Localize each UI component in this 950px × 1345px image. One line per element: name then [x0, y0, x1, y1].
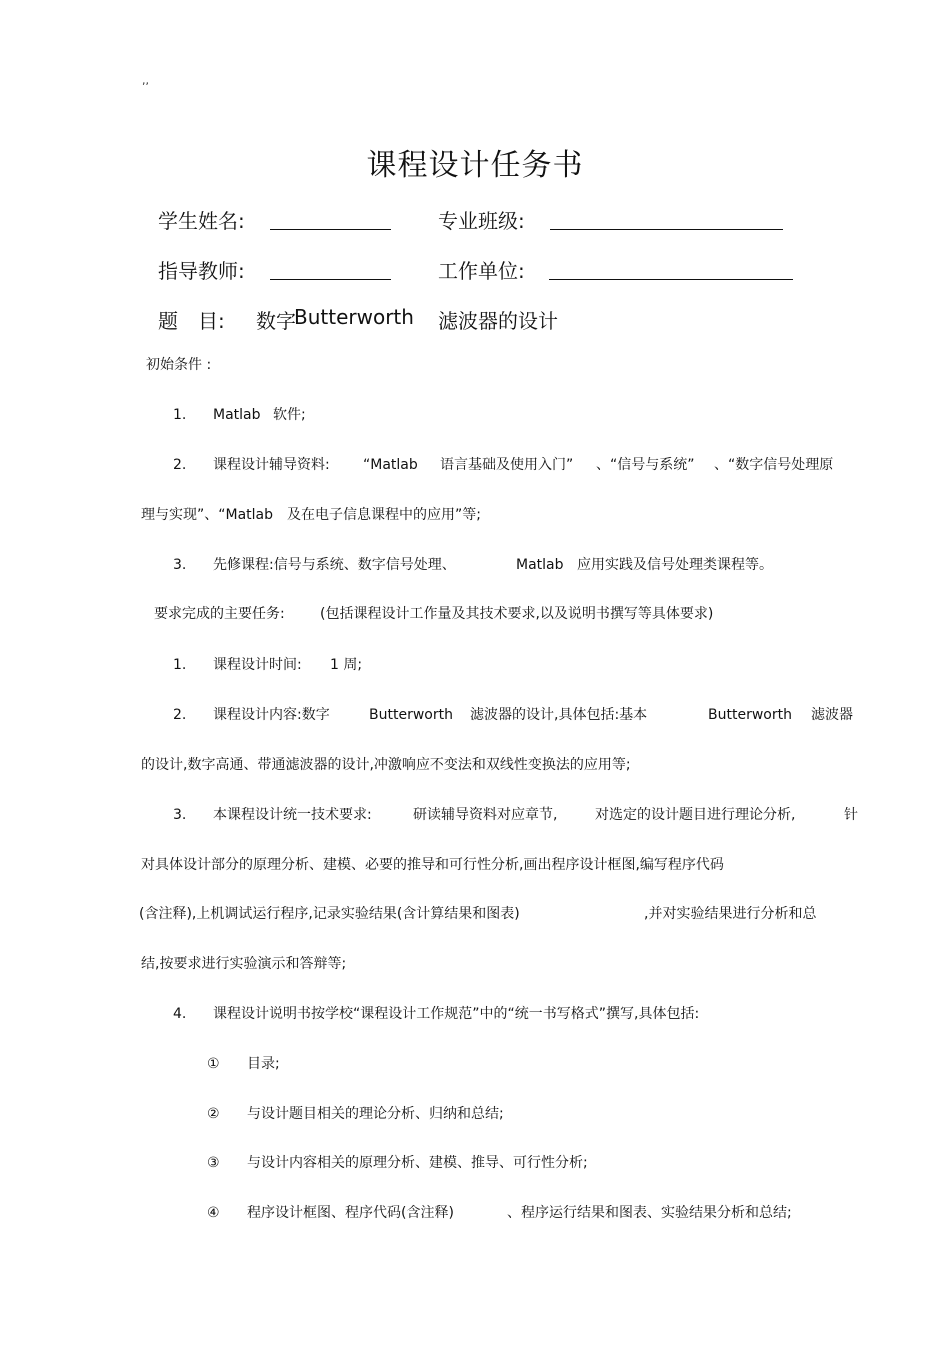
list-item-text: 对选定的设计题目进行理论分析, [595, 807, 796, 823]
sub-item-symbol: ③ [207, 1155, 220, 1171]
list-item-continuation: 对具体设计部分的原理分析、建模、必要的推导和可行性分析,画出程序设计框图,编写程序代码 [141, 857, 724, 873]
list-item-text: 、“信号与系统” [596, 457, 695, 473]
list-item-continuation: 理与实现”、“Matlab 及在电子信息课程中的应用”等; [141, 507, 481, 523]
list-item-text: 1 周; [330, 657, 363, 673]
list-item-continuation: ,并对实验结果进行分析和总 [644, 906, 817, 922]
list-item-number: 3. [173, 807, 187, 823]
major-class-label: 专业班级: [438, 209, 525, 233]
list-item-number: 1. [173, 407, 187, 423]
list-item-number: 2. [173, 457, 187, 473]
list-item-text: “Matlab [363, 457, 418, 473]
initial-conditions-heading: 初始条件 : [146, 357, 212, 373]
sub-item-symbol: ④ [207, 1205, 220, 1221]
list-item-text: 应用实践及信号处理类课程等。 [577, 557, 773, 573]
sub-item-symbol: ② [207, 1106, 220, 1122]
advisor-label: 指导教师: [158, 259, 245, 283]
main-tasks-note: (包括课程设计工作量及其技术要求,以及说明书撰写等具体要求) [320, 606, 714, 622]
sub-item-symbol: ① [207, 1056, 220, 1072]
sub-item-text: 程序设计框图、程序代码(含注释) [247, 1205, 454, 1221]
list-item-number: 2. [173, 707, 187, 723]
list-item-text: 语言基础及使用入门” [440, 457, 574, 473]
document-title: 课程设计任务书 [366, 148, 584, 183]
list-item-text: Matlab [516, 557, 564, 573]
student-name-label: 学生姓名: [158, 209, 245, 233]
topic-keyword: Butterworth [294, 305, 414, 329]
sub-item-text: 、程序运行结果和图表、实验结果分析和总结; [507, 1205, 792, 1221]
list-item-text: 、“数字信号处理原 [714, 457, 834, 473]
sub-item-text: 与设计内容相关的原理分析、建模、推导、可行性分析; [247, 1155, 588, 1171]
list-item-number: 3. [173, 557, 187, 573]
sub-item-text: 目录; [247, 1056, 280, 1072]
list-item-continuation: (含注释),上机调试运行程序,记录实验结果(含计算结果和图表) [139, 906, 520, 922]
list-item-continuation: 的设计,数字高通、带通滤波器的设计,冲激响应不变法和双线性变换法的应用等; [141, 757, 631, 773]
main-tasks-heading: 要求完成的主要任务: [154, 606, 285, 622]
list-item-number: 1. [173, 657, 187, 673]
work-unit-label: 工作单位: [438, 259, 525, 283]
list-item-text: 课程设计说明书按学校“课程设计工作规范”中的“统一书写格式”撰写,具体包括: [213, 1006, 700, 1022]
header-mark: ,, [142, 74, 149, 87]
list-item-text: 课程设计内容:数字 [213, 707, 330, 723]
list-item-text: 滤波器 [811, 707, 853, 723]
topic-prefix: 数字 [256, 309, 296, 333]
list-item-text: 研读辅导资料对应章节, [413, 807, 558, 823]
list-item-text: 课程设计辅导资料: [213, 457, 330, 473]
student-name-line[interactable] [270, 229, 391, 230]
list-item-text: 软件; [273, 407, 306, 423]
sub-item-text: 与设计题目相关的理论分析、归纳和总结; [247, 1106, 504, 1122]
list-item-text: 先修课程:信号与系统、数字信号处理、 [213, 557, 456, 573]
list-item-text: 针 [844, 807, 858, 823]
list-item-text: Butterworth [369, 707, 453, 723]
major-class-line[interactable] [550, 229, 783, 230]
list-item-text: Matlab [213, 407, 261, 423]
list-item-text: 本课程设计统一技术要求: [213, 807, 372, 823]
topic-suffix: 滤波器的设计 [438, 309, 558, 333]
list-item-text: 滤波器的设计,具体包括:基本 [470, 707, 648, 723]
list-item-text: Butterworth [708, 707, 792, 723]
list-item-number: 4. [173, 1006, 187, 1022]
list-item-continuation: 结,按要求进行实验演示和答辩等; [141, 956, 347, 972]
work-unit-line[interactable] [549, 279, 793, 280]
topic-label: 题 目: [158, 309, 225, 333]
list-item-text: 课程设计时间: [213, 657, 302, 673]
advisor-line[interactable] [270, 279, 391, 280]
